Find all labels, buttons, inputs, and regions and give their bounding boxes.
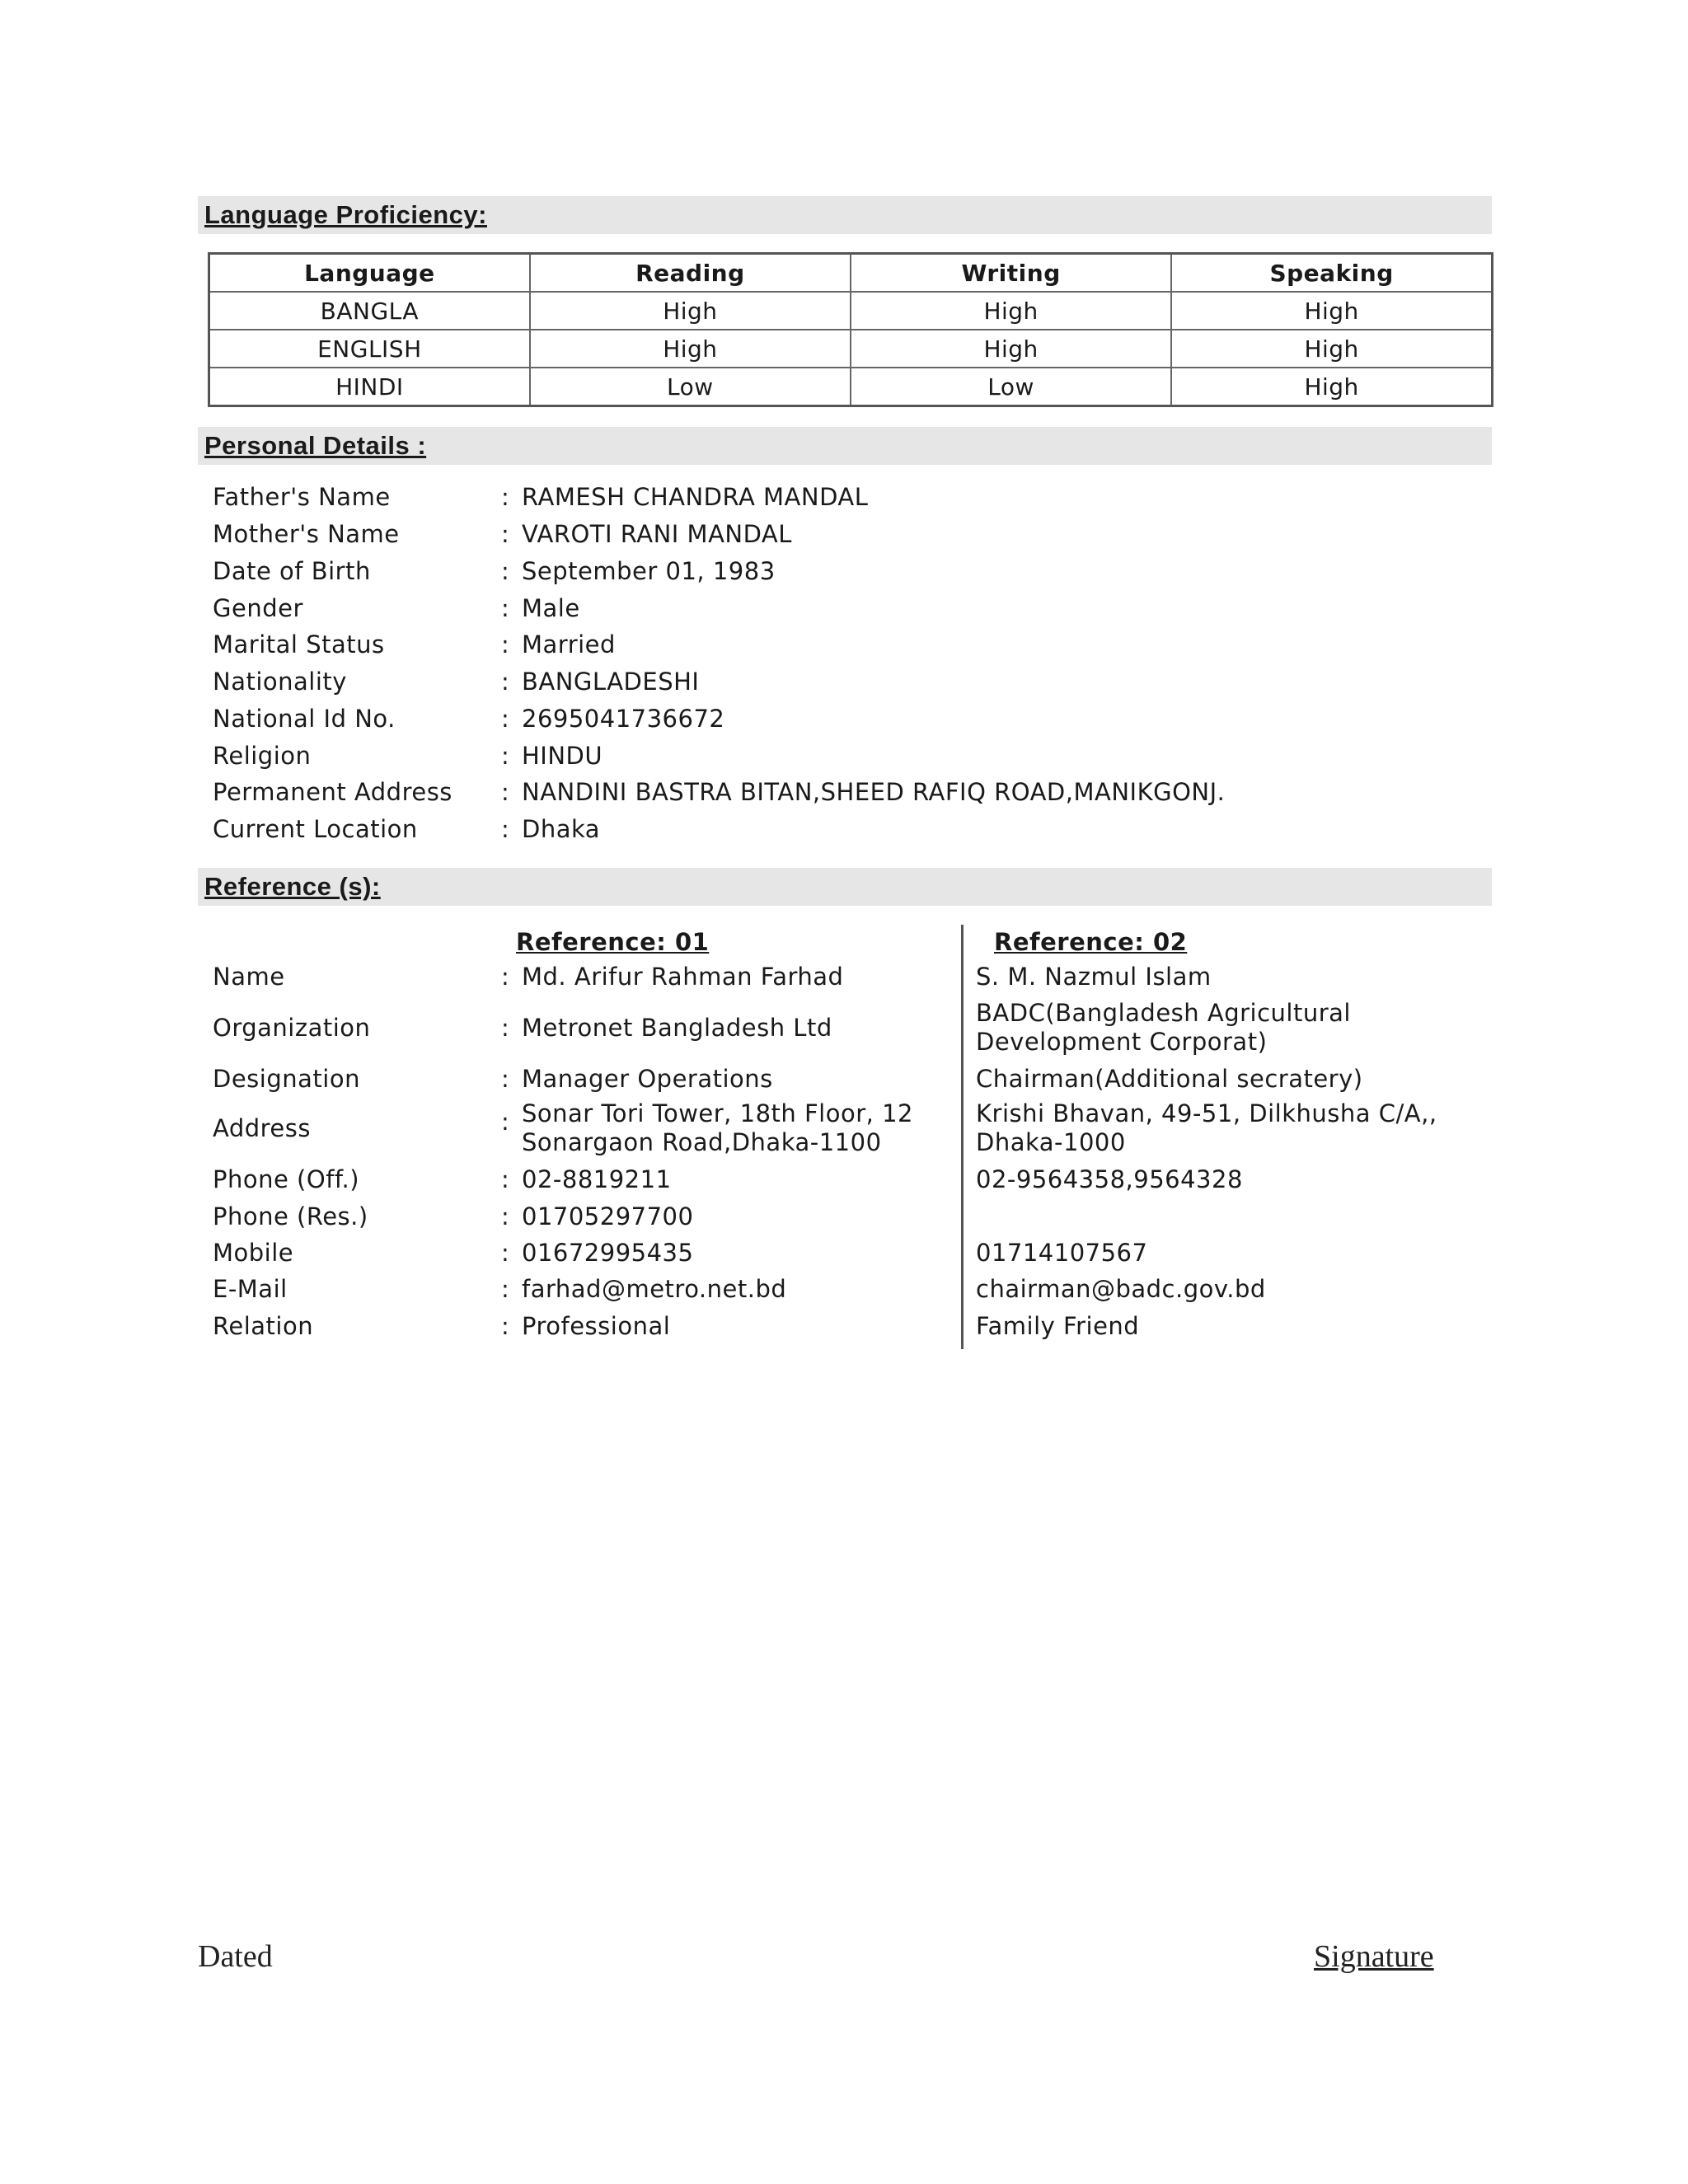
- field-separator: :: [501, 778, 510, 806]
- field-separator: :: [501, 483, 510, 511]
- language-table: [208, 252, 1493, 407]
- dated-label: Dated: [198, 1939, 273, 1974]
- col-reading: Reading: [530, 254, 851, 293]
- reference-02-value: 01714107567: [976, 1239, 1148, 1267]
- field-label: Gender: [213, 594, 303, 622]
- reference-01-value: 01672995435: [522, 1239, 694, 1267]
- field-label: Phone (Res.): [213, 1202, 368, 1230]
- reference-01-value: Sonar Tori Tower, 18th Floor, 12 Sonargaon Road,Dhaka-1100: [522, 1099, 913, 1156]
- reference-row-mobile: [213, 1239, 1498, 1272]
- field-label: Current Location: [213, 815, 418, 843]
- field-value: Male: [522, 594, 580, 622]
- field-value: RAMESH CHANDRA MANDAL: [522, 483, 869, 511]
- field-label: Organization: [213, 1014, 371, 1042]
- field-value: September 01, 1983: [522, 557, 776, 585]
- table-cell: High: [530, 292, 851, 330]
- field-separator: :: [501, 1239, 510, 1267]
- reference-row-phone-res: [213, 1202, 1498, 1235]
- col-language: Language: [209, 254, 530, 293]
- field-separator: :: [501, 1312, 510, 1340]
- field-label: E-Mail: [213, 1275, 288, 1303]
- table-row: [209, 330, 1493, 368]
- field-separator: :: [501, 705, 510, 733]
- reference-01-value: Professional: [522, 1312, 671, 1340]
- field-separator: :: [501, 630, 510, 658]
- field-value: 2695041736672: [522, 705, 725, 733]
- field-label: National Id No.: [213, 705, 396, 733]
- reference-row-organization: [213, 999, 1498, 1062]
- reference-02-value: 02-9564358,9564328: [976, 1165, 1243, 1193]
- reference-02-value: Chairman(Additional secratery): [976, 1065, 1363, 1093]
- table-cell: ENGLISH: [209, 330, 530, 368]
- table-cell: High: [1171, 292, 1492, 330]
- reference-02-value: chairman@badc.gov.bd: [976, 1275, 1266, 1303]
- field-separator: :: [501, 1202, 510, 1230]
- field-label: Name: [213, 963, 285, 991]
- table-cell: High: [1171, 368, 1492, 406]
- reference-02-value: Krishi Bhavan, 49-51, Dilkhusha C/A,, Dhaka-1000: [976, 1099, 1437, 1156]
- table-cell: High: [851, 292, 1171, 330]
- field-label: Mobile: [213, 1239, 294, 1267]
- reference-header: [198, 868, 1492, 906]
- field-value: BANGLADESHI: [522, 668, 700, 696]
- reference-row-relation: [213, 1312, 1498, 1345]
- field-separator: :: [501, 594, 510, 622]
- field-label: Relation: [213, 1312, 314, 1340]
- field-value: VAROTI RANI MANDAL: [522, 520, 792, 548]
- reference-row-name: [213, 963, 1498, 996]
- field-separator: :: [501, 668, 510, 696]
- reference-row-phone-off: [213, 1165, 1498, 1198]
- field-value: HINDU: [522, 742, 603, 770]
- field-label: Designation: [213, 1065, 360, 1093]
- table-cell: BANGLA: [209, 292, 530, 330]
- language-proficiency-title: Language Proficiency:: [204, 200, 487, 229]
- table-row: [209, 292, 1493, 330]
- field-label: Father's Name: [213, 483, 391, 511]
- signature-label: Signature: [1314, 1939, 1434, 1974]
- table-cell: High: [530, 330, 851, 368]
- reference-row-designation: [213, 1065, 1498, 1098]
- field-separator: :: [501, 557, 510, 585]
- table-row: [209, 368, 1493, 406]
- field-separator: :: [501, 963, 510, 991]
- reference-01-value: 02-8819211: [522, 1165, 672, 1193]
- field-label: Religion: [213, 742, 312, 770]
- field-label: Date of Birth: [213, 557, 371, 585]
- reference-02-title: Reference: 02: [994, 928, 1188, 956]
- table-cell: Low: [530, 368, 851, 406]
- field-label: Mother's Name: [213, 520, 400, 548]
- reference-01-value: 01705297700: [522, 1202, 694, 1230]
- personal-details-header: [198, 427, 1492, 465]
- table-cell: Low: [851, 368, 1171, 406]
- reference-01-value: farhad@metro.net.bd: [522, 1275, 787, 1303]
- reference-01-value: Metronet Bangladesh Ltd: [522, 1014, 832, 1042]
- field-value: Dhaka: [522, 815, 601, 843]
- field-separator: :: [501, 520, 510, 548]
- reference-01-value: Md. Arifur Rahman Farhad: [522, 963, 844, 991]
- field-separator: :: [501, 1275, 510, 1303]
- field-separator: :: [501, 1165, 510, 1193]
- reference-row-email: [213, 1275, 1498, 1308]
- reference-02-value: S. M. Nazmul Islam: [976, 963, 1212, 991]
- reference-02-value: Family Friend: [976, 1312, 1140, 1340]
- field-value: NANDINI BASTRA BITAN,SHEED RAFIQ ROAD,MANIKGONJ.: [522, 778, 1226, 806]
- reference-02-value: BADC(Bangladesh Agricultural Development Corporat): [976, 999, 1351, 1056]
- language-table-header-row: [209, 254, 1493, 293]
- personal-details-title: Personal Details :: [204, 431, 427, 460]
- language-proficiency-header: [198, 196, 1492, 234]
- table-cell: High: [851, 330, 1171, 368]
- table-cell: High: [1171, 330, 1492, 368]
- field-label: Marital Status: [213, 630, 385, 658]
- col-writing: Writing: [851, 254, 1171, 293]
- field-separator: :: [501, 815, 510, 843]
- field-label: Nationality: [213, 668, 347, 696]
- reference-title: Reference (s):: [204, 872, 381, 901]
- field-separator: :: [501, 742, 510, 770]
- table-cell: HINDI: [209, 368, 530, 406]
- field-separator: :: [501, 1108, 510, 1136]
- field-separator: :: [501, 1014, 510, 1042]
- field-label: Permanent Address: [213, 778, 452, 806]
- reference-01-value: Manager Operations: [522, 1065, 773, 1093]
- field-value: Married: [522, 630, 616, 658]
- reference-01-title: Reference: 01: [516, 928, 710, 956]
- field-separator: :: [501, 1065, 510, 1093]
- reference-row-address: [213, 1099, 1498, 1162]
- col-speaking: Speaking: [1171, 254, 1492, 293]
- field-label: Phone (Off.): [213, 1165, 360, 1193]
- field-label: Address: [213, 1114, 311, 1142]
